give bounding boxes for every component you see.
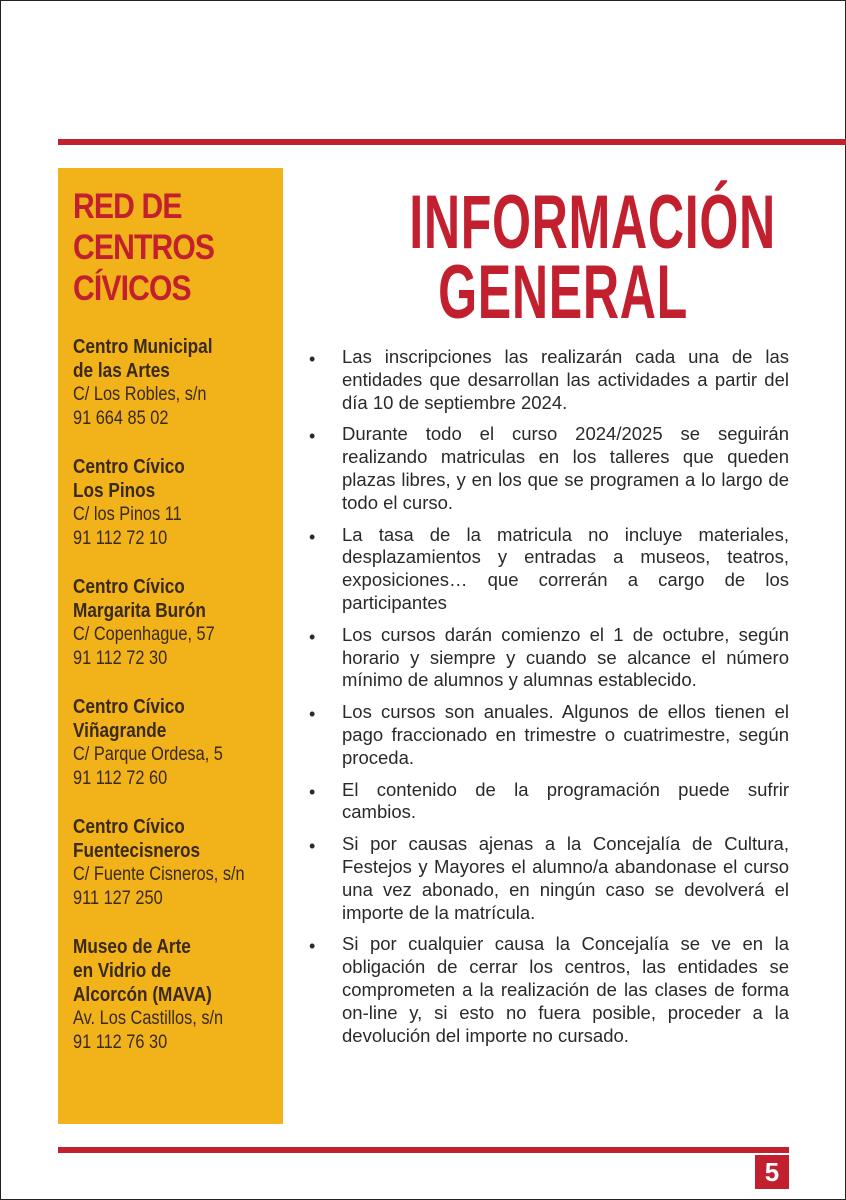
center-address: C/ Copenhague, 57 <box>73 624 215 645</box>
list-item <box>303 833 789 924</box>
center-entry <box>73 455 279 551</box>
list-item <box>303 524 789 615</box>
center-phone: 91 664 85 02 <box>73 408 169 429</box>
center-name <box>73 935 279 1007</box>
bullet-icon: • <box>309 704 316 725</box>
center-entry <box>73 335 279 431</box>
center-name <box>73 815 279 863</box>
list-item-text: Si por causas ajenas a la Concejalía de Cultura, Festejos y Mayores el alumno/a abandonase el curso una vez abonado, en ningún caso se devolverá el importe de la matrícula. <box>342 833 789 923</box>
center-name-line: Centro Cívico <box>73 816 185 838</box>
list-item-text: Los cursos son anuales. Algunos de ellos tienen el pago fraccionado en trimestre o cuatrimestre, según proceda. <box>342 701 789 768</box>
bullet-icon: • <box>309 836 316 857</box>
bullet-icon: • <box>309 526 316 547</box>
center-phone: 911 127 250 <box>73 888 163 909</box>
list-item <box>303 423 789 514</box>
bullet-icon: • <box>309 349 316 369</box>
sidebar-title-line: RED DE <box>73 187 182 226</box>
top-rule <box>58 139 846 145</box>
list-item <box>303 779 789 825</box>
general-info-list <box>303 346 789 1056</box>
center-name-line: Museo de Arte <box>73 936 191 958</box>
center-name-line: Centro Cívico <box>73 456 185 478</box>
page-title-line: GENERAL <box>438 250 688 335</box>
center-name <box>73 335 279 383</box>
center-name-line: Centro Cívico <box>73 576 185 598</box>
center-entry <box>73 695 279 791</box>
list-item <box>303 346 789 414</box>
center-name <box>73 575 279 623</box>
center-address: Av. Los Castillos, s/n <box>73 1008 224 1029</box>
center-name-line: Margarita Burón <box>73 600 206 622</box>
center-name-line: en Vidrio de <box>73 960 172 982</box>
list-item-text: Durante todo el curso 2024/2025 se seguirán realizando matriculas en los talleres que queden plazas libres, y en los que se programen a lo largo de todo el curso. <box>342 423 789 513</box>
center-address: C/ Parque Ordesa, 5 <box>73 744 223 765</box>
center-name-line: Los Pinos <box>73 480 156 502</box>
center-address: C/ los Pinos 11 <box>73 504 182 525</box>
sidebar-title-line: CENTROS <box>73 228 215 267</box>
page-title <box>330 180 796 335</box>
center-phone: 91 112 76 30 <box>73 1032 168 1053</box>
bullet-icon: • <box>309 781 316 802</box>
civic-centers-sidebar <box>58 168 283 1124</box>
center-name <box>73 695 279 743</box>
bullet-icon: • <box>309 936 316 957</box>
center-address: C/ Los Robles, s/n <box>73 384 207 405</box>
sidebar-title-line: CÍVICOS <box>73 269 191 308</box>
bottom-rule <box>58 1147 789 1153</box>
center-name-line: Alcorcón (MAVA) <box>73 984 212 1006</box>
list-item <box>303 624 789 692</box>
page-title-line: INFORMACIÓN <box>409 180 776 265</box>
center-name-line: de las Artes <box>73 360 170 382</box>
list-item-text: Los cursos darán comienzo el 1 de octubre, según horario y siempre y cuando se alcance el número mínimo de alumnos y alumnas establecido. <box>342 623 789 691</box>
list-item <box>303 933 789 1047</box>
list-item-text: Si por cualquier causa la Concejalía se ve en la obligación de cerrar los centros, las entidades se comprometen a la realización de las clases de forma on-line y, si esto no fuera posible, proceder a la devolución del importe no cursado. <box>342 933 789 1046</box>
center-address: C/ Fuente Cisneros, s/n <box>73 864 245 885</box>
center-phone: 91 112 72 10 <box>73 528 168 549</box>
list-item-text: La tasa de la matricula no incluye materiales, desplazamientos y entradas a museos, teatros, exposiciones… que correrán a cargo de los participantes <box>342 523 789 613</box>
center-phone: 91 112 72 30 <box>73 648 168 669</box>
bullet-icon: • <box>309 426 316 447</box>
list-item-text: El contenido de la programación puede sufrir cambios. <box>342 778 789 823</box>
center-name-line: Centro Cívico <box>73 696 185 718</box>
center-name-line: Viñagrande <box>73 720 167 742</box>
center-entry <box>73 575 279 671</box>
center-phone: 91 112 72 60 <box>73 768 168 789</box>
center-entry <box>73 935 279 1055</box>
bullet-icon: • <box>309 626 316 647</box>
center-name <box>73 455 279 503</box>
center-name-line: Fuentecisneros <box>73 840 201 862</box>
list-item <box>303 701 789 769</box>
page-number: 5 <box>755 1155 789 1189</box>
sidebar-title <box>73 186 279 309</box>
list-item-text: Las inscripciones las realizarán cada una de las entidades que desarrollan las actividades a partir del día 10 de septiembre 2024. <box>342 346 789 413</box>
center-name-line: Centro Municipal <box>73 336 213 358</box>
center-entry <box>73 815 279 911</box>
